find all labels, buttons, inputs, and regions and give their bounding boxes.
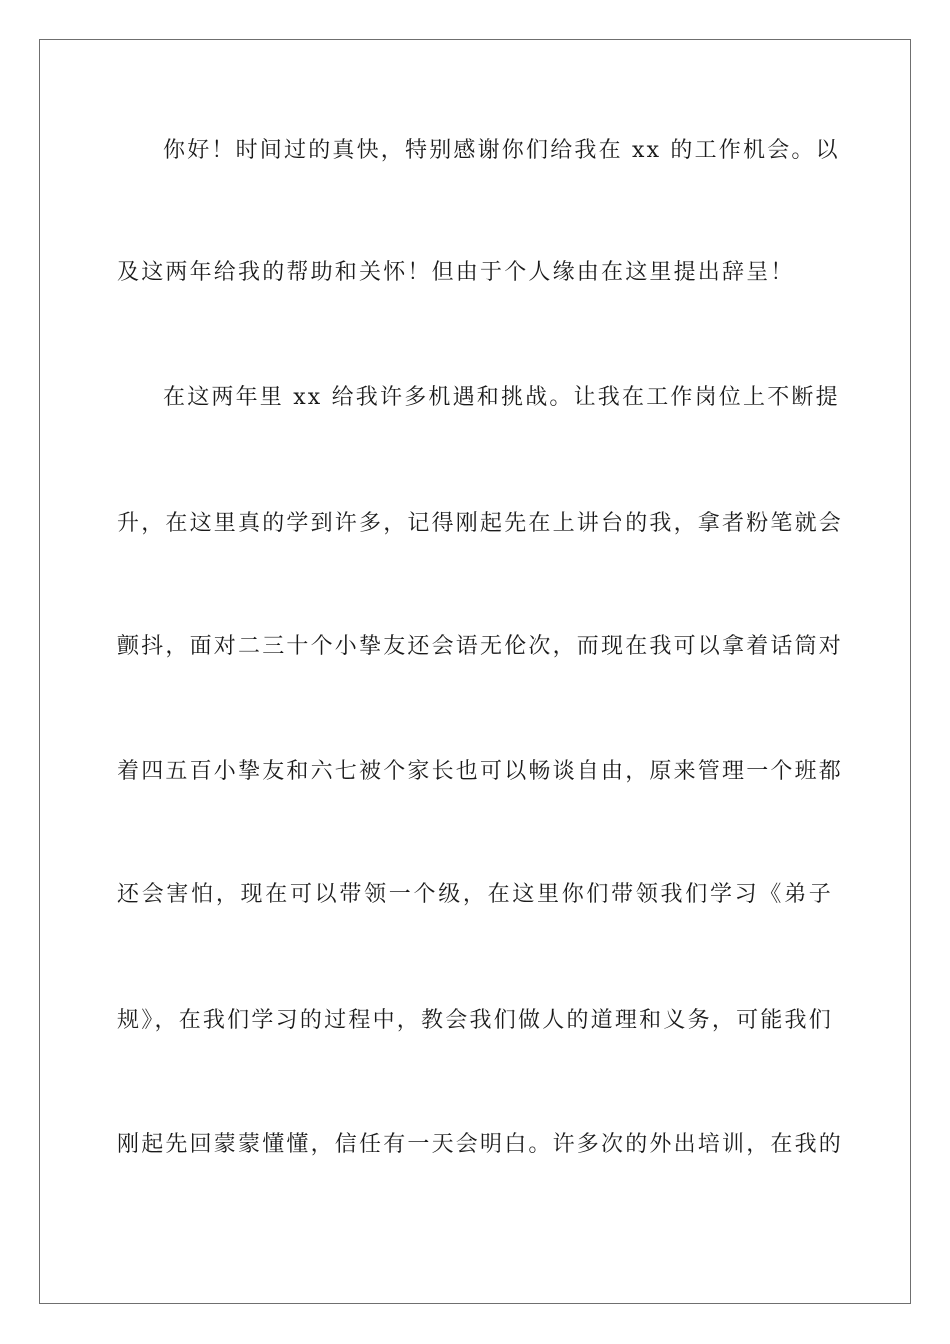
text-line-8: 规》，在我们学习的过程中，教会我们做人的道理和义务，可能我们 <box>117 1008 833 1033</box>
text-line-4: 升，在这里真的学到许多，记得刚起先在上讲台的我，拿者粉笔就会 <box>117 511 844 536</box>
page-border <box>39 39 911 1304</box>
text-line-9: 刚起先回蒙蒙懂懂，信任有一天会明白。许多次的外出培训，在我的 <box>117 1132 844 1157</box>
text-line-5: 颤抖，面对二三十个小挚友还会语无伦次，而现在我可以拿着话筒对 <box>117 634 844 659</box>
text-line-2: 及这两年给我的帮助和关怀！但由于个人缘由在这里提出辞呈！ <box>117 260 795 285</box>
text-line-3: 在这两年里 xx 给我许多机遇和挑战。让我在工作岗位上不断提 <box>163 385 840 410</box>
text-line-7: 还会害怕，现在可以带领一个级，在这里你们带领我们学习《弟子 <box>117 882 833 907</box>
text-line-6: 着四五百小挚友和六七被个家长也可以畅谈自由，原来管理一个班都 <box>117 759 844 784</box>
text-line-1: 你好！时间过的真快，特别感谢你们给我在 xx 的工作机会。以 <box>163 138 840 163</box>
